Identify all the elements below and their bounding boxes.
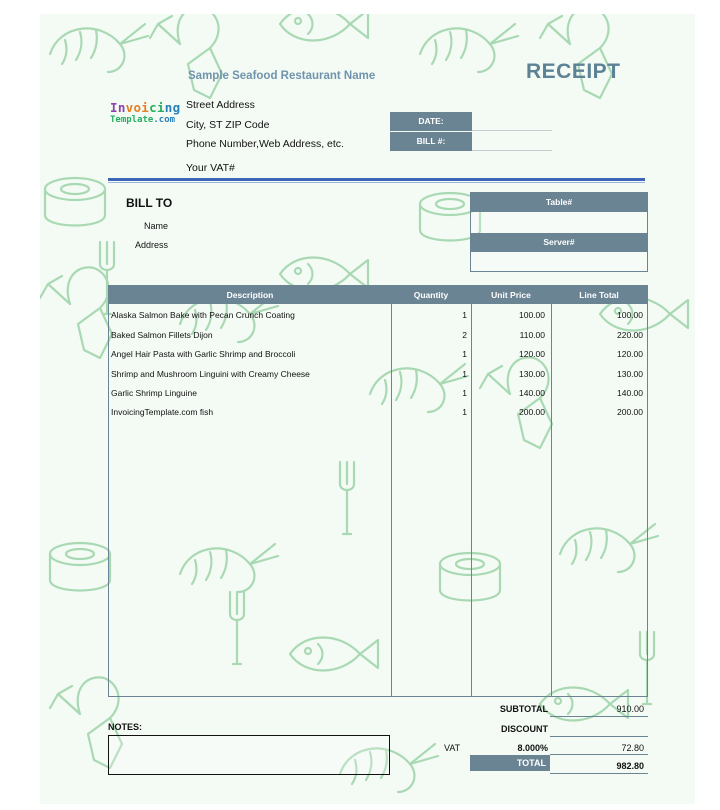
table-header: [109, 286, 647, 304]
table-row: Garlic Shrimp Linguine 1 140.00 140.00: [111, 388, 643, 398]
notes-label: NOTES:: [108, 722, 143, 732]
bill-to-name-label: Name: [144, 221, 169, 231]
table-number-label: Table#: [471, 193, 647, 212]
notes-box[interactable]: [108, 735, 390, 775]
invoicing-template-logo: Invoicing Template.com: [110, 100, 181, 125]
table-row: InvoicingTemplate.com fish 1 200.00 200.00: [111, 407, 643, 417]
table-server-box: [470, 192, 648, 272]
total-label: TOTAL: [470, 755, 550, 771]
date-value[interactable]: [472, 112, 552, 131]
discount-label: DISCOUNT: [501, 724, 548, 734]
subtotal-label: SUBTOTAL: [499, 704, 548, 714]
city-state-zip: City, ST ZIP Code: [186, 119, 270, 131]
table-row: Alaska Salmon Bake with Pecan Crunch Coating 1 100.00 100.00: [111, 310, 643, 320]
date-label: DATE:: [390, 112, 472, 131]
bill-number-label: BILL #:: [390, 132, 472, 151]
restaurant-name: Sample Seafood Restaurant Name: [188, 70, 376, 82]
total-value: 982.80: [616, 761, 644, 771]
table-row: Baked Salmon Fillets Dijon 2 110.00 220.00: [111, 330, 643, 340]
vat-label: VAT: [444, 743, 461, 753]
vat-amount: 72.80: [621, 743, 644, 753]
bill-number-value[interactable]: [472, 132, 552, 151]
bill-to-heading: BILL TO: [126, 196, 173, 210]
server-number-label: Server#: [471, 233, 647, 252]
receipt-title: RECEIPT: [526, 60, 621, 83]
vat-number: Your VAT#: [186, 162, 235, 174]
header-divider: [108, 178, 645, 181]
receipt-page: [40, 14, 695, 804]
table-row: Shrimp and Mushroom Linguini with Creamy Cheese 1 130.00 130.00: [111, 369, 643, 379]
column-quantity: Quantity: [413, 290, 449, 300]
vat-rate: 8.000%: [517, 743, 548, 753]
column-description: Description: [226, 290, 274, 300]
bill-to-address-label: Address: [135, 240, 169, 250]
street-address: Street Address: [186, 99, 255, 111]
header-divider-thin: [108, 182, 645, 183]
table-row: Angel Hair Pasta with Garlic Shrimp and Broccoli 1 120.00 120.00: [111, 349, 643, 359]
subtotal-value: 910.00: [616, 704, 644, 714]
phone-web: Phone Number,Web Address, etc.: [186, 138, 344, 150]
column-unit-price: Unit Price: [491, 290, 531, 300]
line-items-table: [108, 285, 648, 697]
column-line-total: Line Total: [579, 290, 619, 300]
